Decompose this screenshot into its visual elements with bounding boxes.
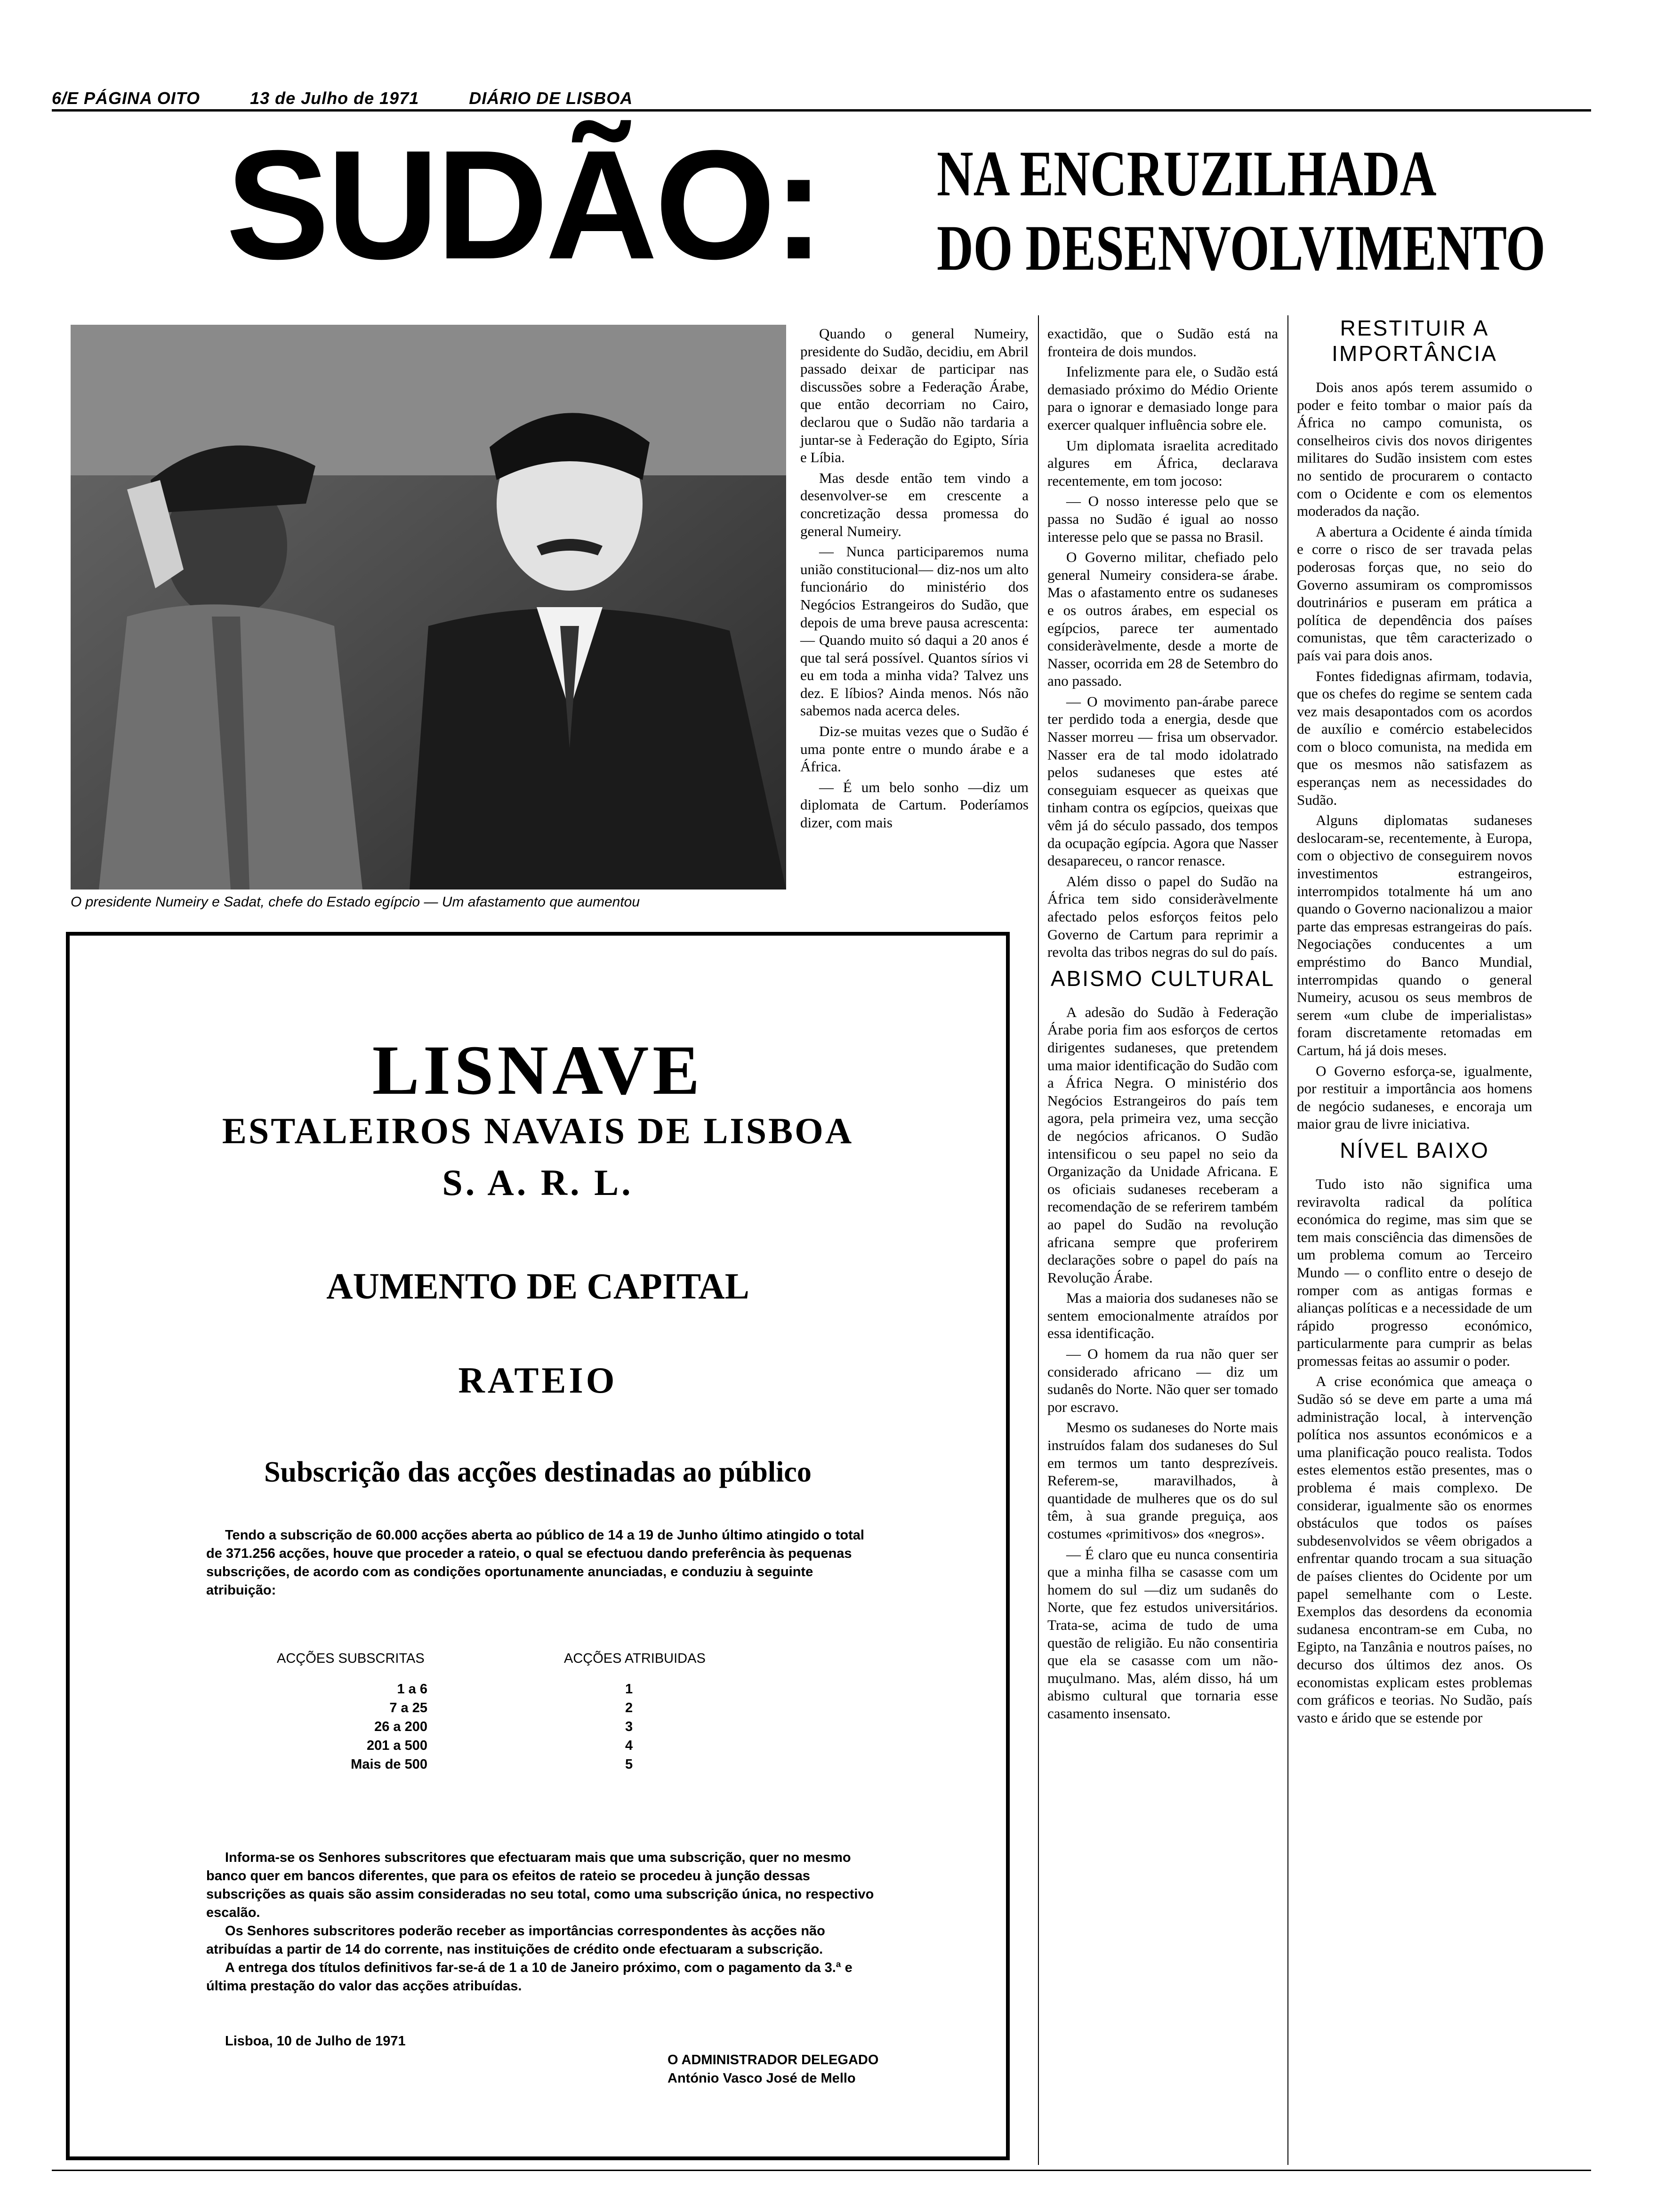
article-paragraph: O Governo esforça-se, igualmente, por restituir a importância aos homens de negócio sudaneses, e encoraja um maior grau de livre iniciativa.	[1297, 1062, 1532, 1132]
article-paragraph: Alguns diplomatas sudaneses deslocaram-se, recentemente, à Europa, com o objectivo de conseguirem novos investimentos estrangeiros, interrompidos totalmente há um ano quando o Governo nacionalizou a maior parte das empresas estrangeiras do país. Negociações conducentes a um empréstimo do Banco Mundial, interrompidas quando o general Numeiry, acusou os seus membros de serem «um clube de imperialistas» foram discretamente retomadas em Cartum, há já dois meses.	[1297, 812, 1532, 1058]
ad-intro	[206, 1526, 879, 1600]
table-cell: Mais de 500	[351, 1757, 427, 1772]
allocation-table	[277, 1651, 795, 1776]
article-paragraph: Infelizmente para ele, o Sudão está demasiado próximo do Médio Oriente para o ignorar e demasiado longe para exercer qualquer influência sobre ele.	[1047, 363, 1278, 433]
article-paragraph: Um diplomata israelita acreditado algures em África, declarava recentemente, em tom jocoso:	[1047, 437, 1278, 489]
article-paragraph: — O nosso interesse pelo que se passa no Sudão é igual ao nosso interesse pelo que se passa no Brasil.	[1047, 493, 1278, 545]
table-row	[277, 1700, 795, 1719]
article-paragraph: — O homem da rua não quer ser considerado africano — diz um sudanês do Norte. Não quer ser tomado por escravo.	[1047, 1346, 1278, 1415]
table-row	[277, 1738, 795, 1757]
article-column-3	[1297, 315, 1532, 1729]
masthead-rule	[52, 109, 1591, 112]
article-paragraph: Quando o general Numeiry, presidente do Sudão, decidiu, em Abril passado deixar de participar nas discussões sobre a Federação Árabe, que então decorriam no Cairo, declarou que o Sudão não tardaria a juntar-se à Federação do Egipto, Síria e Líbia.	[800, 325, 1029, 466]
ad-signature-title: O ADMINISTRADOR DELEGADO	[668, 2052, 879, 2068]
article-paragraph: A adesão do Sudão à Federação Árabe poria fim aos esforços de certos dirigentes sudaneses, que pretendem uma maior identificação do Sudão com a África Negra. O ministério dos Negócios Estrangeiros do país tem agora, pela primeira vez, uma secção de negócios africanos. O Sudão intensificou o seu papel no seio da Organização da Unidade Africana. E os oficiais sudaneses receberam a recomendação de se referirem também ao papel do Sudão na revolução africana sempre que proferirem declarações sobre o papel do país na Revolução Árabe.	[1047, 1003, 1278, 1286]
page-number: 6/E PÁGINA OITO	[52, 88, 201, 108]
article-paragraph: — Nunca participaremos numa união constitucional— diz-nos um alto funcionário do ministério dos Negócios Estrangeiros do Sudão, que depois de uma breve pausa acrescenta: — Quando muito só daqui a 20 anos é que tal será possível. Quantos sírios vi eu em toda a minha vida? Talvez uns dez. E líbios? Ainda menos. Nós não sabemos nada acerca deles.	[800, 543, 1029, 719]
article-paragraph: Além disso o papel do Sudão na África tem sido consideràvelmente afectado pelos esforços feitos pelo Governo de Cartum para reprimir a revolta das tribos negras do sul do país.	[1047, 873, 1278, 961]
photo-caption: O presidente Numeiry e Sadat, chefe do Estado egípcio — Um afastamento que aumentou	[71, 894, 640, 910]
ad-heading-rateio: RATEIO	[458, 1360, 618, 1401]
ad-notice-paragraph: Informa-se os Senhores subscritores que efectuaram mais que uma subscrição, quer no mesmo banco quer em bancos diferentes, que para os efeitos de rateio se procedeu à junção dessas subscrições as quais são assim consideradas no seu total, como uma subscrição única, no respectivo escalão.	[206, 1850, 874, 1920]
ad-notice-paragraph: Os Senhores subscritores poderão receber as importâncias correspondentes às acções não atribuídas a partir de 14 do corrente, nas instituições de crédito onde efectuaram a subscrição.	[206, 1923, 825, 1957]
table-header-subscribed: ACÇÕES SUBSCRITAS	[277, 1651, 425, 1666]
article-paragraph: Mesmo os sudaneses do Norte mais instruídos falam dos sudaneses do Sul em termos um tanto desprezíveis. Referem-se, maravilhados, à quantidade de mulheres que os do sul têm, à sua grande preguiça, aos costumes «primitivos» dos «negros».	[1047, 1419, 1278, 1542]
ad-notices	[206, 1849, 879, 1996]
article-column-2	[1047, 325, 1278, 1725]
table-cell: 1	[625, 1682, 633, 1697]
article-paragraph: Fontes fidedignas afirmam, todavia, que os chefes do regime se sentem cada vez mais desapontados com os acordos de auxílio e comércio estabelecidos com o bloco comunista, na medida em que os mesmos não satisfazem as esperanças nem as necessidades do Sudão.	[1297, 667, 1532, 808]
column-rule	[1038, 315, 1039, 2165]
column-rule	[1287, 315, 1288, 2165]
article-paragraph: exactidão, que o Sudão está na fronteira de dois mundos.	[1047, 325, 1278, 360]
ad-sarl: S. A. R. L.	[442, 1162, 634, 1203]
ad-signature-name: António Vasco José de Mello	[668, 2071, 856, 2086]
ad-heading-capital: AUMENTO DE CAPITAL	[326, 1266, 749, 1306]
issue-date: 13 de Julho de 1971	[250, 88, 419, 108]
subheading-nivel: NÍVEL BAIXO	[1340, 1138, 1489, 1162]
article-paragraph: O Governo militar, chefiado pelo general Numeiry considera-se árabe. Mas o afastamento entre os sudaneses e os outros árabes, em especial os egípcios, parece ter aumentado consideràvelmente, desde a morte de Nasser, ocorrida em 28 de Setembro do ano passado.	[1047, 549, 1278, 689]
table-cell: 7 a 25	[389, 1700, 427, 1715]
article-paragraph: — É claro que eu nunca consentiria que a minha filha se casasse com um homem do sul —diz um sudanês do Norte, que fez estudos universitários. Trata-se, acima de tudo de uma questão de religião. Eu não consentiria que ela se casasse com um não-muçulmano. Mas, além disso, há um abismo cultural que tornaria esse casamento insensato.	[1047, 1546, 1278, 1722]
news-photo	[71, 325, 786, 890]
table-cell: 3	[625, 1719, 633, 1734]
ad-company: LISNAVE	[372, 1031, 704, 1109]
table-cell: 1 a 6	[397, 1682, 427, 1697]
table-cell: 5	[625, 1757, 633, 1772]
masthead	[52, 88, 677, 108]
headline-sub-line1: NA ENCRUZILHADA	[937, 137, 1437, 209]
table-cell: 2	[625, 1700, 633, 1715]
bottom-rule	[52, 2170, 1591, 2171]
headline-main: SUDÃO:	[226, 118, 822, 291]
lisnave-advertisement	[66, 932, 1010, 2160]
table-row	[277, 1757, 795, 1776]
article-paragraph: A abertura a Ocidente é ainda tímida e corre o risco de ser travada pelas poderosas forças que, no seio do Governo assumiram os compromissos doutrinários e puseram em prática a política de dependência dos países comunistas, que têm caracterizado o país vai para dois anos.	[1297, 523, 1532, 664]
table-header	[277, 1651, 795, 1667]
subheading-abismo: ABISMO CULTURAL	[1050, 966, 1275, 991]
ad-intro-text: Tendo a subscrição de 60.000 acções aberta ao público de 14 a 19 de Junho último atingido o total de 371.256 acções, houve que proceder a rateio, o qual se efectuou dando preferência às pequenas subscrições, de acordo com as condições oportunamente anunciadas, e conduziu à seguinte atribuição:	[206, 1528, 864, 1598]
headline-sub-line2: DO DESENVOLVIMENTO	[937, 212, 1545, 284]
article-paragraph: Tudo isto não significa uma reviravolta radical da política económica do regime, mas sim que se tem mais consciência das dimensões de um problema comum ao Terceiro Mundo — o conflito entre o desejo de romper com as antigas formas e alianças políticas e a necessidade de um rápido progresso económico, particularmente para cumprir as belas promessas feitas ao assumir o poder.	[1297, 1175, 1532, 1369]
table-row	[277, 1682, 795, 1700]
article-paragraph: Mas a maioria dos sudaneses não se sentem emocionalmente atraídos por essa identificação.	[1047, 1290, 1278, 1342]
photo-illustration	[71, 325, 786, 890]
article-paragraph: Mas desde então tem vindo a desenvolver-se em crescente a concretização dessa promessa do general Numeiry.	[800, 469, 1029, 539]
table-cell: 201 a 500	[366, 1738, 427, 1753]
table-cell: 26 a 200	[374, 1719, 427, 1734]
ad-subheading: Subscrição das acções destinadas ao público	[264, 1456, 812, 1488]
article-paragraph: Diz-se muitas vezes que o Sudão é uma ponte entre o mundo árabe e a África.	[800, 723, 1029, 775]
article-paragraph: Dois anos após terem assumido o poder e feito tombar o maior país da África no campo comunista, os conselheiros civis dos novos dirigentes militares do Sudão insistem com estes no sentido de procurarem o contacto com o Ocidente e com os elementos moderados da nação.	[1297, 379, 1532, 520]
article-paragraph: — O movimento pan-árabe parece ter perdido toda a energia, desde que Nasser morreu — frisa um observador. Nasser era de tal modo idolatrado pelos sudaneses que estes até conseguiam esquecer as queixas que tinham contra os egípcios, queixas que vêm já do século passado, dos tempos da ocupação egípcia. Agora que Nasser desapareceu, o rancor renasce.	[1047, 693, 1278, 869]
headline-sub	[937, 136, 1545, 285]
article-paragraph: — É um belo sonho —diz um diplomata de Cartum. Poderíamos dizer, com mais	[800, 778, 1029, 831]
newspaper-name: DIÁRIO DE LISBOA	[469, 88, 633, 108]
table-header-allocated: ACÇÕES ATRIBUIDAS	[564, 1651, 706, 1666]
article-column-1	[800, 325, 1029, 834]
ad-place-date: Lisboa, 10 de Julho de 1971	[225, 2034, 406, 2049]
ad-signature	[668, 2051, 978, 2088]
ad-notice-paragraph: A entrega dos títulos definitivos far-se-á de 1 a 10 de Janeiro próximo, com o pagamento da 3.ª e última prestação do valor das acções atribuídas.	[206, 1960, 853, 1994]
article-paragraph: A crise económica que ameaça o Sudão só se deve em parte a uma má administração local, à intervenção política nos assuntos económicos e a uma planificação pouco realista. Todos estes elementos estão presentes, mas o problema é mais complexo. De considerar, igualmente são os enormes obstáculos que todos os países subdesenvolvidos se vêem obrigados a enfrentar quando trocam a sua situação de países clientes do Ocidente por um papel semelhante com o Leste. Exemplos das desordens da economia sudanesa encontram-se em Cuba, no Egipto, na Tanzânia e noutros países, no decurso dos últimos dez anos. Os economistas explicam estes problemas com gráficos e teorias. No Sudão, país vasto e árido que se estende por	[1297, 1373, 1532, 1726]
ad-fullname: ESTALEIROS NAVAIS DE LISBOA	[222, 1110, 854, 1151]
table-cell: 4	[625, 1738, 633, 1753]
table-row	[277, 1719, 795, 1738]
subheading-restituir: RESTITUIR A IMPORTÂNCIA	[1332, 316, 1497, 366]
